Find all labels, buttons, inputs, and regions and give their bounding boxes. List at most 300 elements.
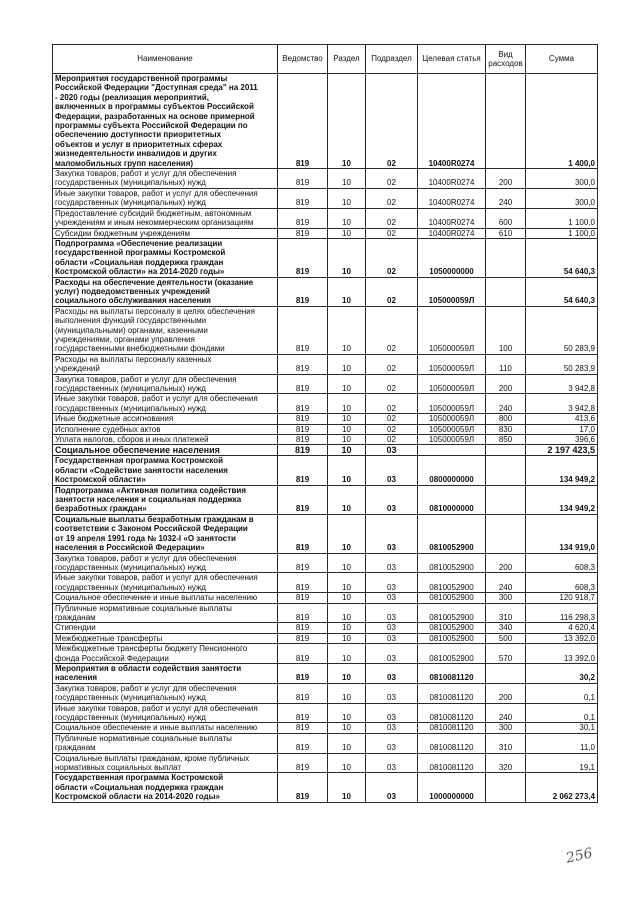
table-row (53, 633, 598, 643)
row-name-line: Расходы на выплаты персоналу казенных (55, 354, 212, 364)
row-subsection: 03 (366, 485, 418, 514)
row-target: 10400R0274 (418, 188, 486, 208)
row-sum: 30,2 (526, 663, 598, 683)
row-dept: 819 (278, 228, 328, 238)
table-row (53, 414, 598, 424)
row-dept: 819 (278, 394, 328, 414)
row-name (53, 553, 278, 573)
row-name (53, 238, 278, 277)
row-name-line: государственных (муниципальных) нужд (55, 384, 206, 393)
row-target: 0810081120 (418, 663, 486, 683)
row-name-line: Иные бюджетные ассигнования (55, 414, 174, 424)
row-section: 10 (328, 573, 366, 593)
table-row (53, 188, 598, 208)
row-target: 0810052900 (418, 623, 486, 633)
row-target: 105000059Л (418, 435, 486, 445)
table-row (53, 354, 598, 374)
row-sum: 120 918,7 (526, 593, 598, 603)
row-sum: 50 283,9 (526, 306, 598, 354)
row-subsection: 03 (366, 514, 418, 553)
row-name (53, 753, 278, 773)
row-name-line: - 2020 годы (реализация мероприятий, (55, 92, 209, 102)
row-kind: 340 (486, 623, 526, 633)
row-section: 10 (328, 456, 366, 485)
row-sum: 134 949,2 (526, 456, 598, 485)
row-kind: 240 (486, 394, 526, 414)
table-row (53, 485, 598, 514)
row-subsection: 02 (366, 169, 418, 189)
row-dept: 819 (278, 445, 328, 456)
row-sum: 300,0 (526, 188, 598, 208)
row-name (53, 188, 278, 208)
row-target: 105000059Л (418, 414, 486, 424)
header-section: Раздел (328, 45, 366, 74)
row-name-line: Уплата налогов, сборов и иных платежей (55, 435, 209, 445)
row-sum: 54 640,3 (526, 238, 598, 277)
row-sum: 134 919,0 (526, 514, 598, 553)
row-name-line: Исполнение судебных актов (55, 424, 161, 434)
row-name-line: Расходы на выплаты персоналу в целях обеспечения (55, 306, 255, 316)
row-name (53, 703, 278, 723)
table-row (53, 238, 598, 277)
row-name-line: государственных (муниципальных) нужд (55, 178, 206, 188)
row-target: 0810081120 (418, 723, 486, 733)
row-target: 10400R0274 (418, 228, 486, 238)
row-subsection: 03 (366, 456, 418, 485)
row-target: 0810000000 (418, 485, 486, 514)
row-kind: 800 (486, 414, 526, 424)
row-name-line: Публичные нормативные социальные выплаты (55, 603, 232, 613)
row-name-line: занятости населения и социальная поддержка (55, 495, 242, 505)
row-section: 10 (328, 683, 366, 703)
row-section: 10 (328, 753, 366, 773)
row-subsection: 03 (366, 603, 418, 623)
row-subsection: 03 (366, 644, 418, 664)
table-row (53, 623, 598, 633)
row-subsection: 02 (366, 306, 418, 354)
row-kind: 200 (486, 374, 526, 394)
table-row (53, 683, 598, 703)
row-section: 10 (328, 623, 366, 633)
row-name-line: Межбюджетные трансферты (55, 633, 163, 643)
row-dept: 819 (278, 514, 328, 553)
row-dept: 819 (278, 733, 328, 753)
table-row (53, 228, 598, 238)
row-kind (486, 277, 526, 306)
row-name (53, 723, 278, 733)
row-name (53, 228, 278, 238)
row-subsection: 03 (366, 593, 418, 603)
row-sum: 50 283,9 (526, 354, 598, 374)
row-name (53, 514, 278, 553)
row-dept: 819 (278, 435, 328, 445)
row-name (53, 445, 278, 456)
row-target: 10400R0274 (418, 74, 486, 169)
row-name-line: государственных (муниципальных) нужд (55, 713, 206, 722)
row-name-line: Иные закупки товаров, работ и услуг для обеспечения (55, 703, 258, 713)
row-kind: 610 (486, 228, 526, 238)
table-row (53, 208, 598, 228)
row-name-line: Государственная программа Костромской (55, 773, 224, 783)
row-section: 10 (328, 354, 366, 374)
row-name (53, 573, 278, 593)
row-kind: 200 (486, 553, 526, 573)
row-name-line: населения в Российской Федерации» (55, 543, 205, 553)
row-name-line: Подпрограмма «Обеспечение реализации (55, 238, 223, 248)
table-row (53, 169, 598, 189)
table-row (53, 277, 598, 306)
table-row (53, 553, 598, 573)
row-section: 10 (328, 414, 366, 424)
row-section: 10 (328, 435, 366, 445)
row-dept: 819 (278, 208, 328, 228)
row-subsection: 03 (366, 703, 418, 723)
table-row (53, 456, 598, 485)
header-sum: Сумма (526, 45, 598, 74)
row-name (53, 593, 278, 603)
row-name-line: области «Социальная поддержка граждан (55, 257, 224, 267)
row-dept: 819 (278, 723, 328, 733)
row-name-line: фонда Российской Федерации (55, 653, 169, 663)
row-kind (486, 456, 526, 485)
row-section: 10 (328, 424, 366, 434)
row-target (418, 445, 486, 456)
row-subsection: 03 (366, 733, 418, 753)
table-row (53, 663, 598, 683)
row-target: 0810052900 (418, 633, 486, 643)
row-sum: 17,0 (526, 424, 598, 434)
row-sum: 3 942,8 (526, 394, 598, 414)
row-sum: 1 100,0 (526, 228, 598, 238)
row-name-line: Межбюджетные трансферты бюджету Пенсионного (55, 644, 248, 654)
row-name-line: программы субъекта Российской Федерации по (55, 121, 248, 131)
row-section: 10 (328, 394, 366, 414)
row-subsection: 03 (366, 573, 418, 593)
row-name-line: Иные закупки товаров, работ и услуг для обеспечения (55, 188, 258, 198)
row-sum: 3 942,8 (526, 374, 598, 394)
row-sum: 13 392,0 (526, 633, 598, 643)
row-subsection: 02 (366, 414, 418, 424)
row-section: 10 (328, 733, 366, 753)
row-section: 10 (328, 169, 366, 189)
row-section: 10 (328, 703, 366, 723)
row-dept: 819 (278, 374, 328, 394)
row-name (53, 354, 278, 374)
table-row (53, 644, 598, 664)
row-kind (486, 485, 526, 514)
table-row (53, 723, 598, 733)
row-dept: 819 (278, 644, 328, 664)
row-section: 10 (328, 603, 366, 623)
row-kind: 310 (486, 733, 526, 753)
row-name-line: Закупка товаров, работ и услуг для обеспечения (55, 374, 237, 384)
row-subsection: 03 (366, 633, 418, 643)
header-name: Наименование (53, 45, 278, 74)
row-name (53, 277, 278, 306)
row-subsection: 03 (366, 773, 418, 802)
row-section: 10 (328, 188, 366, 208)
row-target: 0810081120 (418, 683, 486, 703)
row-section: 10 (328, 228, 366, 238)
table-body (53, 74, 598, 803)
row-section: 10 (328, 723, 366, 733)
row-name (53, 633, 278, 643)
row-subsection: 02 (366, 228, 418, 238)
row-name-line: области «Социальная поддержка граждан (55, 782, 224, 792)
row-name-line: государственных (муниципальных) нужд (55, 693, 206, 703)
table-row (53, 593, 598, 603)
row-name-line: (муниципальными) органами, казенными (55, 325, 208, 335)
row-name-line: от 19 апреля 1991 года № 1032-I «О занятости (55, 533, 236, 543)
row-subsection: 03 (366, 683, 418, 703)
row-dept: 819 (278, 773, 328, 802)
row-kind: 100 (486, 306, 526, 354)
row-subsection: 03 (366, 445, 418, 456)
row-name-line: Публичные нормативные социальные выплаты (55, 733, 232, 743)
row-kind: 110 (486, 354, 526, 374)
row-dept: 819 (278, 593, 328, 603)
row-sum: 608,3 (526, 573, 598, 593)
table-row (53, 514, 598, 553)
row-target: 0800000000 (418, 456, 486, 485)
row-target: 0810081120 (418, 733, 486, 753)
row-dept: 819 (278, 238, 328, 277)
row-kind: 850 (486, 435, 526, 445)
row-name-line: Мероприятия в области содействия занятости (55, 663, 242, 673)
row-subsection: 03 (366, 753, 418, 773)
row-name (53, 208, 278, 228)
row-kind: 830 (486, 424, 526, 434)
row-kind (486, 74, 526, 169)
row-name (53, 683, 278, 703)
row-dept: 819 (278, 74, 328, 169)
row-sum: 396,6 (526, 435, 598, 445)
row-name (53, 485, 278, 514)
table-row (53, 445, 598, 456)
table-row (53, 703, 598, 723)
row-dept: 819 (278, 188, 328, 208)
row-target: 0810052900 (418, 593, 486, 603)
row-name-line: Костромской области» (55, 475, 146, 485)
row-name-line: Закупка товаров, работ и услуг для обеспечения (55, 169, 237, 179)
row-name-line: учреждениям и иным некоммерческим организациям (55, 218, 254, 228)
row-name (53, 169, 278, 189)
row-name-line: учреждений (55, 364, 100, 374)
row-section: 10 (328, 208, 366, 228)
row-subsection: 03 (366, 723, 418, 733)
row-name-line: государственными внебюджетными фондами (55, 344, 225, 354)
row-name-line: Социальные выплаты гражданам, кроме публичных (55, 753, 250, 763)
row-section: 10 (328, 445, 366, 456)
table-row (53, 306, 598, 354)
row-subsection: 02 (366, 238, 418, 277)
row-target: 0810052900 (418, 573, 486, 593)
page-number: 256 (564, 845, 595, 867)
row-name (53, 603, 278, 623)
row-dept: 819 (278, 169, 328, 189)
row-section: 10 (328, 238, 366, 277)
row-target: 105000059Л (418, 394, 486, 414)
row-section: 10 (328, 553, 366, 573)
row-name (53, 394, 278, 414)
row-dept: 819 (278, 663, 328, 683)
row-name-line: объектов и услуг в приоритетных сферах (55, 139, 223, 149)
row-dept: 819 (278, 603, 328, 623)
row-section: 10 (328, 374, 366, 394)
header-row (53, 45, 598, 74)
row-sum: 11,0 (526, 733, 598, 753)
row-sum: 413,6 (526, 414, 598, 424)
row-name-line: включенных в программы субъектов Российской (55, 102, 254, 112)
row-target: 1050000000 (418, 238, 486, 277)
row-sum: 116 298,3 (526, 603, 598, 623)
row-subsection: 02 (366, 277, 418, 306)
table-row (53, 773, 598, 802)
row-sum: 1 100,0 (526, 208, 598, 228)
row-sum: 2 062 273,4 (526, 773, 598, 802)
row-dept: 819 (278, 553, 328, 573)
row-name-line: безработных граждан» (55, 504, 147, 514)
row-sum: 30,1 (526, 723, 598, 733)
row-subsection: 02 (366, 354, 418, 374)
row-name (53, 424, 278, 434)
row-target: 0810081120 (418, 753, 486, 773)
row-subsection: 02 (366, 394, 418, 414)
row-name (53, 663, 278, 683)
row-dept: 819 (278, 354, 328, 374)
row-name (53, 414, 278, 424)
row-name-line: гражданам (55, 743, 96, 753)
row-sum: 4 620,4 (526, 623, 598, 633)
row-name-line: выполнения функций государственными (55, 316, 207, 326)
row-subsection: 03 (366, 663, 418, 683)
row-target: 105000059Л (418, 374, 486, 394)
row-section: 10 (328, 773, 366, 802)
row-target: 10400R0274 (418, 169, 486, 189)
row-name-line: Российской Федерации "Доступная среда" на 2011 (55, 83, 258, 93)
row-name (53, 74, 278, 169)
row-sum: 1 400,0 (526, 74, 598, 169)
row-name-line: Костромской области» на 2014-2020 годы» (55, 267, 225, 277)
table-row (53, 573, 598, 593)
row-name-line: Стипендии (55, 623, 96, 633)
row-kind: 240 (486, 188, 526, 208)
row-section: 10 (328, 663, 366, 683)
row-kind: 240 (486, 573, 526, 593)
row-sum: 608,3 (526, 553, 598, 573)
row-sum: 19,1 (526, 753, 598, 773)
table-row (53, 74, 598, 169)
table-row (53, 435, 598, 445)
row-dept: 819 (278, 306, 328, 354)
row-name (53, 623, 278, 633)
budget-table (52, 44, 598, 803)
row-name-line: Костромской области на 2014-2020 годы» (55, 792, 220, 802)
row-kind: 500 (486, 633, 526, 643)
row-subsection: 02 (366, 188, 418, 208)
row-name-line: государственных (муниципальных) нужд (55, 562, 206, 572)
row-name-line: социального обслуживания населения (55, 296, 211, 306)
row-name-line: государственных (муниципальных) нужд (55, 582, 206, 592)
row-name-line: государственных (муниципальных) нужд (55, 198, 206, 208)
row-section: 10 (328, 633, 366, 643)
row-kind: 310 (486, 603, 526, 623)
row-name-line: нормативных социальных выплат (55, 763, 182, 773)
row-dept: 819 (278, 703, 328, 723)
row-target: 10400R0274 (418, 208, 486, 228)
row-dept: 819 (278, 414, 328, 424)
row-section: 10 (328, 593, 366, 603)
row-dept: 819 (278, 424, 328, 434)
row-target: 105000059Л (418, 354, 486, 374)
row-kind: 320 (486, 753, 526, 773)
row-name (53, 306, 278, 354)
row-section: 10 (328, 485, 366, 514)
row-name-line: Мероприятия государственной программы (55, 74, 228, 83)
row-name-line: Закупка товаров, работ и услуг для обеспечения (55, 683, 237, 693)
row-dept: 819 (278, 456, 328, 485)
row-name-line: Социальное обеспечение и иные выплаты населению (55, 723, 258, 733)
row-sum: 2 197 423,5 (526, 445, 598, 456)
row-kind: 300 (486, 593, 526, 603)
row-kind (486, 445, 526, 456)
row-name-line: жизнедеятельности инвалидов и других (55, 149, 217, 159)
row-target: 105000059Л (418, 306, 486, 354)
row-kind: 200 (486, 169, 526, 189)
row-name-line: Социальные выплаты безработным гражданам в (55, 514, 254, 524)
header-kind: Вид расходов (486, 45, 526, 74)
row-kind: 300 (486, 723, 526, 733)
row-dept: 819 (278, 623, 328, 633)
row-sum: 134 949,2 (526, 485, 598, 514)
row-target: 0810052900 (418, 514, 486, 553)
row-name-line: Расходы на обеспечение деятельности (оказание (55, 277, 254, 287)
row-subsection: 03 (366, 623, 418, 633)
row-sum: 0,1 (526, 703, 598, 723)
row-dept: 819 (278, 753, 328, 773)
row-name (53, 456, 278, 485)
row-subsection: 02 (366, 208, 418, 228)
row-dept: 819 (278, 633, 328, 643)
row-name-line: области «Содействие занятости населения (55, 465, 228, 475)
row-name (53, 644, 278, 664)
header-dept: Ведомство (278, 45, 328, 74)
row-sum: 0,1 (526, 683, 598, 703)
row-section: 10 (328, 306, 366, 354)
row-name-line: гражданам (55, 612, 96, 622)
row-dept: 819 (278, 683, 328, 703)
row-kind (486, 663, 526, 683)
row-subsection: 02 (366, 74, 418, 169)
row-name-line: государственных (муниципальных) нужд (55, 403, 206, 413)
table-row (53, 424, 598, 434)
row-name-line: Закупка товаров, работ и услуг для обеспечения (55, 553, 237, 563)
row-kind: 200 (486, 683, 526, 703)
row-name-line: учреждениями, органами управления (55, 334, 195, 344)
row-subsection: 02 (366, 424, 418, 434)
row-subsection: 03 (366, 553, 418, 573)
row-sum: 54 640,3 (526, 277, 598, 306)
row-name-line: Федерации, разработанных на основе примерной (55, 111, 255, 121)
row-name (53, 773, 278, 802)
row-sum: 13 392,0 (526, 644, 598, 664)
row-target: 105000059Л (418, 424, 486, 434)
row-name (53, 435, 278, 445)
row-kind (486, 514, 526, 553)
row-target: 1000000000 (418, 773, 486, 802)
row-name-line: услуг) подведомственных учреждений (55, 286, 210, 296)
row-sum: 300,0 (526, 169, 598, 189)
